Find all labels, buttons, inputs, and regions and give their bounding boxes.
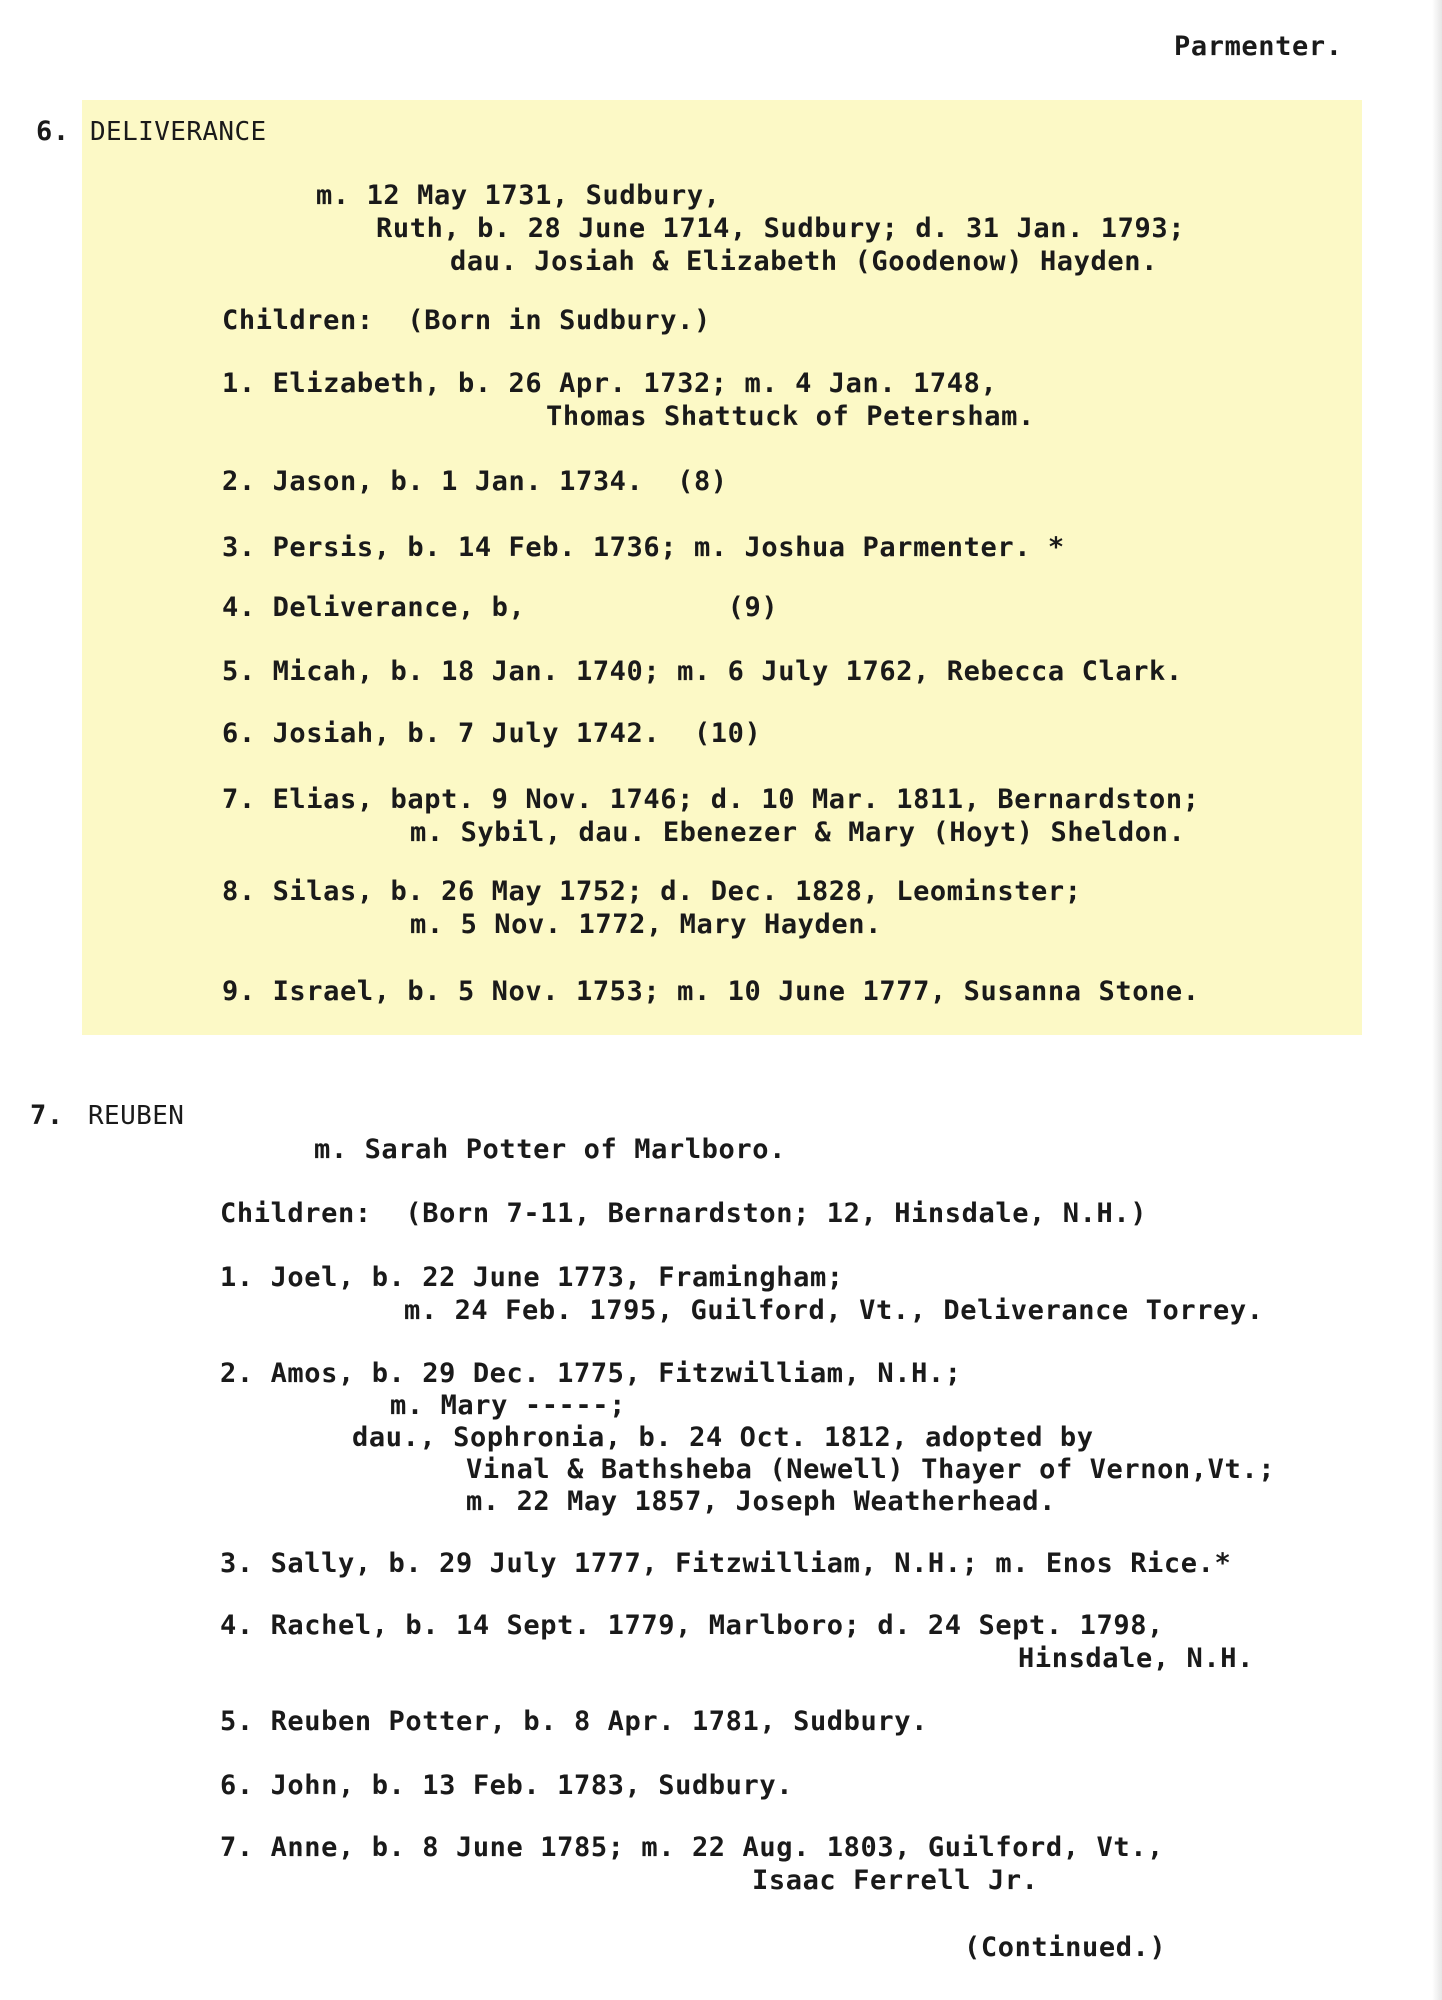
child-entry-continuation: Thomas Shattuck of Petersham. [546,401,1035,432]
child-entry-continuation: Vinal & Bathsheba (Newell) Thayer of Vernon,Vt.; [466,1454,1276,1485]
child-entry: 5. Reuben Potter, b. 8 Apr. 1781, Sudbury. [220,1706,928,1737]
child-entry-continuation: Isaac Ferrell Jr. [752,1865,1039,1896]
children-heading: Children: (Born in Sudbury.) [222,305,711,336]
child-entry: 1. Elizabeth, b. 26 Apr. 1732; m. 4 Jan. 1748, [222,368,998,399]
child-entry: 9. Israel, b. 5 Nov. 1753; m. 10 June 1777, Susanna Stone. [222,976,1200,1007]
family-name: DELIVERANCE [90,117,267,147]
child-entry-continuation: Hinsdale, N.H. [1018,1643,1254,1674]
child-entry: 8. Silas, b. 26 May 1752; d. Dec. 1828, Leominster; [222,876,1082,907]
marriage-line: dau. Josiah & Elizabeth (Goodenow) Hayden. [450,246,1158,277]
child-entry-continuation: m. 22 May 1857, Joseph Weatherhead. [466,1486,1056,1517]
children-heading: Children: (Born 7-11, Bernardston; 12, Hinsdale, N.H.) [220,1198,1148,1229]
continued-note: (Continued.) [964,1932,1167,1963]
child-entry: 6. John, b. 13 Feb. 1783, Sudbury. [220,1770,794,1801]
family-number: 6. [36,116,70,147]
child-entry: 7. Elias, bapt. 9 Nov. 1746; d. 10 Mar. 1811, Bernardston; [222,784,1200,815]
family-name: REUBEN [88,1101,185,1131]
marriage-line: m. Sarah Potter of Marlboro. [314,1134,786,1165]
child-entry: 2. Jason, b. 1 Jan. 1734. (8) [222,466,728,497]
child-entry: 1. Joel, b. 22 June 1773, Framingham; [220,1262,844,1293]
child-entry: 2. Amos, b. 29 Dec. 1775, Fitzwilliam, N.H.; [220,1358,962,1389]
child-entry-continuation: m. Mary -----; [390,1390,626,1421]
scan-edge-shadow [1432,0,1442,2000]
child-entry-continuation: m. 24 Feb. 1795, Guilford, Vt., Deliverance Torrey. [404,1295,1264,1326]
marriage-line: m. 12 May 1731, Sudbury, [316,180,721,211]
child-entry: 5. Micah, b. 18 Jan. 1740; m. 6 July 1762, Rebecca Clark. [222,656,1183,687]
child-entry: 3. Persis, b. 14 Feb. 1736; m. Joshua Parmenter. * [222,532,1065,563]
marriage-line: Ruth, b. 28 June 1714, Sudbury; d. 31 Jan. 1793; [376,213,1186,244]
child-entry-continuation: m. 5 Nov. 1772, Mary Hayden. [410,909,882,940]
child-entry: 6. Josiah, b. 7 July 1742. (10) [222,718,762,749]
child-entry: 4. Deliverance, b, (9) [222,592,779,623]
child-entry: 4. Rachel, b. 14 Sept. 1779, Marlboro; d. 24 Sept. 1798, [220,1610,1164,1641]
running-head: Parmenter. [1174,31,1343,62]
child-entry: 7. Anne, b. 8 June 1785; m. 22 Aug. 1803, Guilford, Vt., [220,1832,1164,1863]
family-number: 7. [30,1100,64,1131]
child-entry-continuation: dau., Sophronia, b. 24 Oct. 1812, adopted by [352,1422,1094,1453]
child-entry: 3. Sally, b. 29 July 1777, Fitzwilliam, N.H.; m. Enos Rice.* [220,1548,1232,1579]
child-entry-continuation: m. Sybil, dau. Ebenezer & Mary (Hoyt) Sheldon. [410,817,1186,848]
